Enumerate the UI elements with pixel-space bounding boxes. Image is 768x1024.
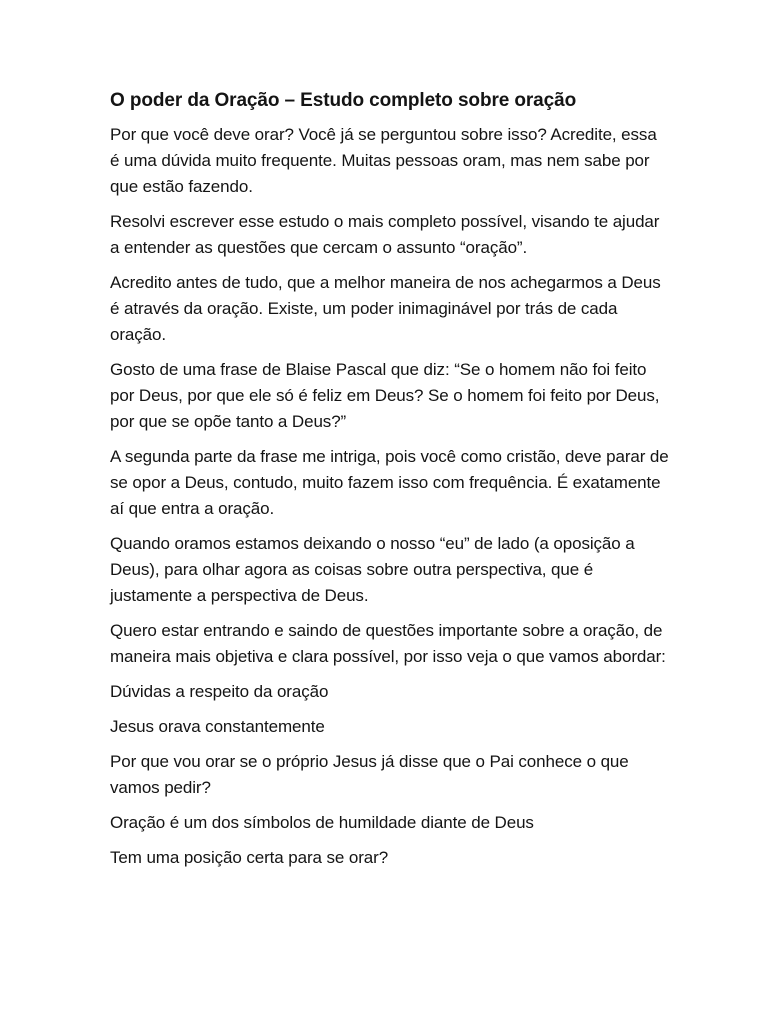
topic-item-jesus-prayed: Jesus orava constantemente (110, 717, 325, 736)
paragraph-3: Acredito antes de tudo, que a melhor maneira de nos achegarmos a Deus é através da oração. Existe, um poder inimaginável por trás de cada oração. (110, 273, 661, 344)
topic-item-humility: Oração é um dos símbolos de humildade diante de Deus (110, 813, 534, 832)
paragraph-7: Quero estar entrando e saindo de questões importante sobre a oração, de maneira mais objetiva e clara possível, por isso veja o que vamos abordar: (110, 621, 666, 666)
paragraph-4: Gosto de uma frase de Blaise Pascal que diz: “Se o homem não foi feito por Deus, por que ele só é feliz em Deus? Se o homem foi feito por Deus, por que se opõe tanto a Deus?” (110, 360, 660, 431)
document-page (110, 88, 670, 880)
topic-item-position: Tem uma posição certa para se orar? (110, 848, 389, 867)
paragraph-2: Resolvi escrever esse estudo o mais completo possível, visando te ajudar a entender as questões que cercam o assunto “oração”. (110, 212, 660, 257)
topic-item-why-pray: Por que vou orar se o próprio Jesus já disse que o Pai conhece o que vamos pedir? (110, 752, 629, 797)
paragraph-6: Quando oramos estamos deixando o nosso “eu” de lado (a oposição a Deus), para olhar agora as coisas sobre outra perspectiva, que é justamente a perspectiva de Deus. (110, 534, 635, 605)
topic-item-doubts: Dúvidas a respeito da oração (110, 682, 329, 701)
paragraph-1: Por que você deve orar? Você já se perguntou sobre isso? Acredite, essa é uma dúvida muito frequente. Muitas pessoas oram, mas nem sabe por que estão fazendo. (110, 125, 657, 196)
document-title: O poder da Oração – Estudo completo sobre oração (110, 90, 577, 111)
paragraph-5: A segunda parte da frase me intriga, pois você como cristão, deve parar de se opor a Deus, contudo, muito fazem isso com frequência. É exatamente aí que entra a oração. (110, 447, 669, 518)
